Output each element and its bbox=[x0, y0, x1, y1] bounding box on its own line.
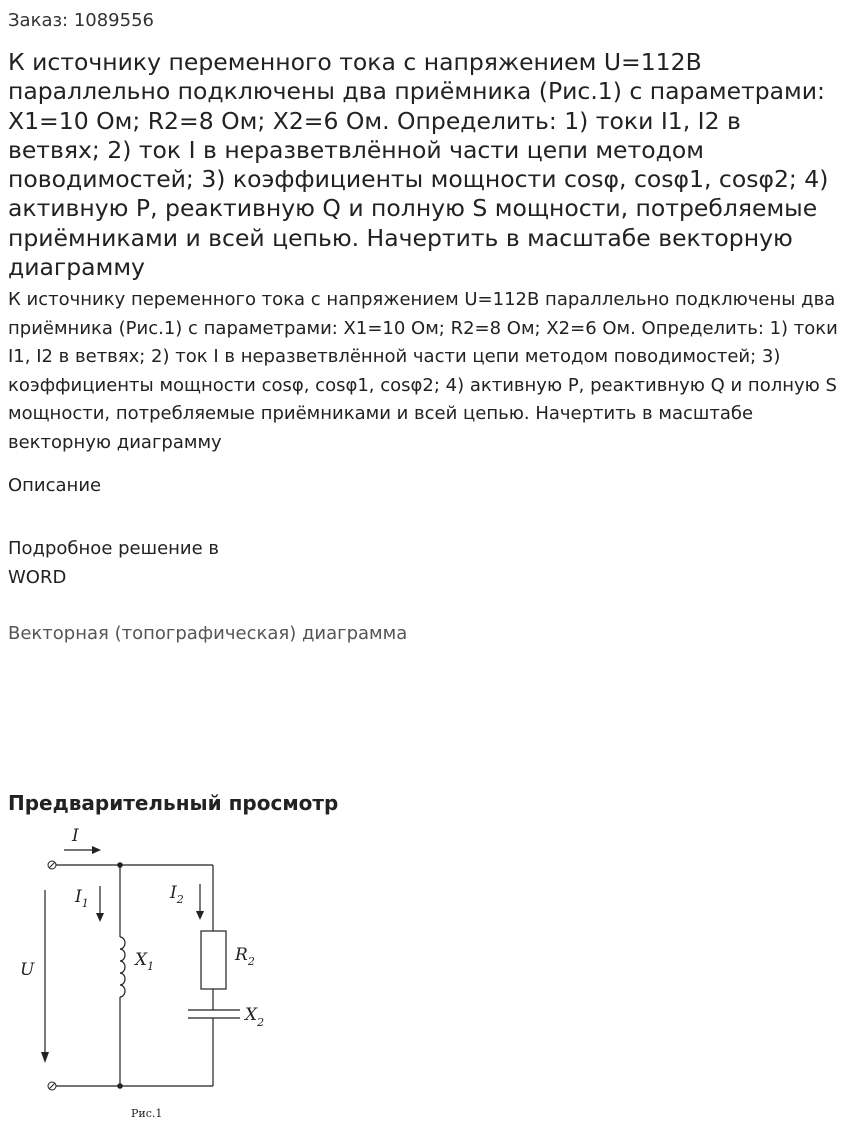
figure-caption: Рис.1 bbox=[131, 1107, 163, 1120]
solution-format: Подробное решение в WORD bbox=[8, 538, 220, 588]
diagram-note: Векторная (топографическая) диаграмма bbox=[8, 623, 408, 644]
order-number: Заказ: 1089556 bbox=[8, 10, 154, 31]
current-label: I bbox=[72, 826, 79, 846]
inductor-label: $X_1$ bbox=[135, 950, 155, 973]
preview-heading: Предварительный просмотр bbox=[8, 791, 339, 815]
resistor-label: $R_2$ bbox=[235, 945, 255, 968]
circuit-diagram bbox=[0, 820, 300, 1128]
branch1-current-label: $I_1$ bbox=[75, 887, 89, 910]
task-title: К источнику переменного тока с напряжением U=112В параллельно подключены два приёмника (Рис.1) с параметрами: X1=10 Ом; R2=8 Ом; X2=6 Ом. Определить: 1) токи I1, I2 в ветвях; 2) ток I в неразветвлённой части цепи методом поводимостей; 3) коэффициенты мощности cosφ, cosφ1, cosφ2; 4) активную P, реактивную Q и полную S мощности, потребляемые приёмниками и всей цепью. Начертить в масштабе векторную диаграмму bbox=[8, 48, 829, 282]
capacitor-label: $X_2$ bbox=[245, 1005, 265, 1029]
branch2-current-label: $I_2$ bbox=[170, 883, 184, 906]
description-heading: Описание bbox=[8, 475, 102, 496]
voltage-label: U bbox=[20, 960, 35, 980]
task-description: К источнику переменного тока с напряжением U=112В параллельно подключены два приёмника (Рис.1) с параметрами: X1=10 Ом; R2=8 Ом; X2=6 Ом. Определить: 1) токи I1, I2 в ветвях; 2) ток I в неразветвлённой части цепи методом поводимостей; 3) коэффициенты мощности cosφ, cosφ1, cosφ2; 4) активную P, реактивную Q и полную S мощности, потребляемые приёмниками и всей цепью. Начертить в масштабе векторную диаграмму bbox=[8, 289, 838, 453]
